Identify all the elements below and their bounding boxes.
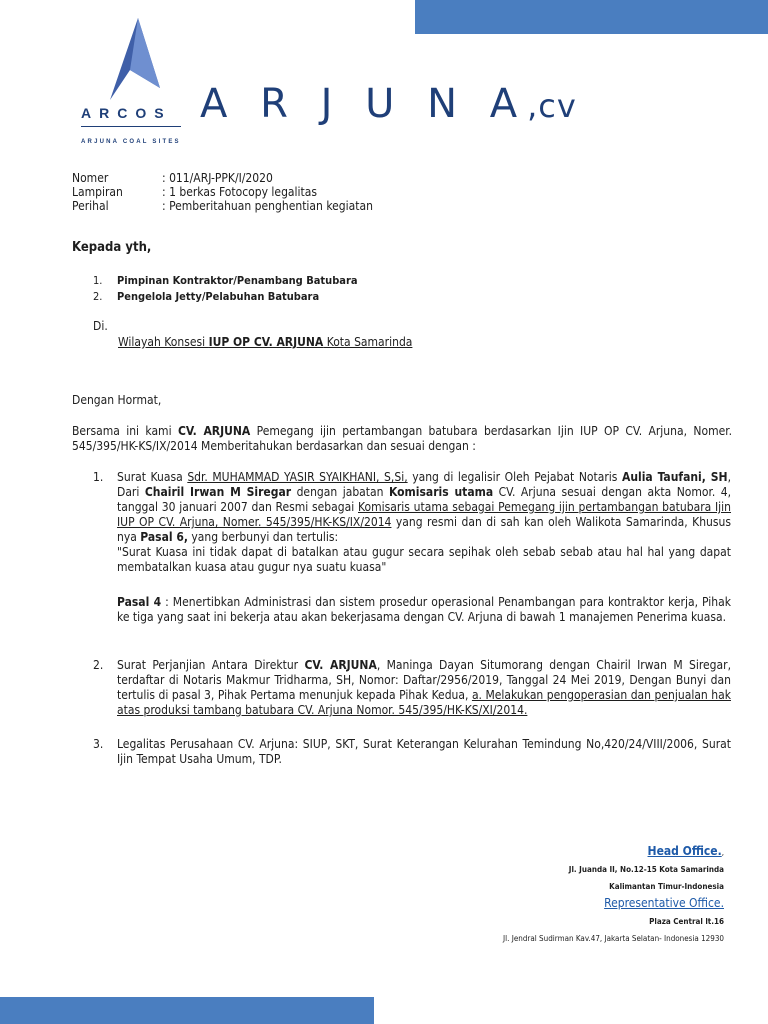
meta-row bbox=[72, 185, 373, 199]
addressee-title: Kepada yth, bbox=[72, 240, 152, 255]
head-office-link[interactable]: Head Office. bbox=[647, 844, 722, 858]
rep-office-heading bbox=[503, 895, 724, 913]
text-run: Surat Perjanjian Antara Direktur bbox=[117, 658, 305, 672]
pasal-4-paragraph bbox=[117, 595, 731, 625]
text-run: Aulia Taufani, SH bbox=[621, 470, 728, 484]
text-run: , Dari bbox=[117, 470, 732, 499]
list-item-body bbox=[117, 470, 731, 575]
text-run: dengan jabatan bbox=[291, 485, 389, 499]
quote-text: "Surat Kuasa ini tidak dapat di batalkan atau gugur secara sepihak oleh sebab sebab atau hal hal yang dapat membatalkan kuasa atau gugur nya suatu kuasa" bbox=[117, 545, 731, 574]
text-run: yang berbunyi dan tertulis: bbox=[187, 530, 339, 544]
head-office-heading bbox=[503, 843, 724, 861]
intro-text: Pemegang ijin pertambangan batubara berdasarkan Ijin IUP OP CV. Arjuna, Nomer. 545/395/HK-KS/IX/2014 Memberitahukan berdasarkan dan sesuai dengan : bbox=[72, 424, 732, 453]
rep-office-link[interactable]: Representative Office. bbox=[604, 896, 724, 910]
recipient-text: Pimpinan Kontraktor/Penambang Batubara bbox=[117, 274, 358, 287]
logo-tagline: ARJUNA COAL SITES bbox=[81, 139, 181, 145]
head-office-region: Kalimantan Timur-Indonesia bbox=[609, 882, 724, 891]
meta-value: : 1 berkas Fotocopy legalitas bbox=[162, 185, 318, 199]
head-office-address: Jl. Juanda II, No.12-15 Kota Samarinda bbox=[568, 865, 724, 874]
location-part: Kota Samarinda bbox=[323, 335, 413, 349]
recipient-item bbox=[93, 289, 358, 305]
location-line bbox=[118, 335, 412, 349]
intro-paragraph bbox=[72, 424, 732, 454]
head-office-comma: , bbox=[721, 848, 724, 857]
meta-key: Lampiran bbox=[72, 185, 123, 199]
company-name-main: A R J U N A bbox=[200, 81, 528, 127]
meta-value: : Pemberitahuan penghentian kegiatan bbox=[162, 199, 373, 213]
location-prefix: Di. bbox=[93, 319, 108, 333]
text-run: Komisaris utama bbox=[388, 485, 494, 499]
text-run: yang di legalisir Oleh Pejabat Notaris bbox=[407, 470, 622, 484]
salutation: Dengan Hormat, bbox=[72, 393, 162, 407]
text-run: CV. ARJUNA bbox=[304, 658, 377, 672]
meta-key: Perihal bbox=[72, 199, 109, 213]
text-run: a. Melakukan pengoperasian dan penjualan hak atas produksi tambang batubara CV. Arjuna Nomor. 545/395/HK-KS/XI/2014. bbox=[117, 688, 731, 717]
rep-office-address: Jl. Jendral Sudirman Kav.47, Jakarta Selatan- Indonesia 12930 bbox=[503, 934, 724, 943]
text-run: Sdr. MUHAMMAD YASIR SYAIKHANI, S,Si, bbox=[187, 470, 408, 484]
meta-value: : 011/ARJ-PPK/I/2020 bbox=[162, 171, 273, 185]
list-item-number: 1. bbox=[93, 470, 104, 484]
recipient-number: 1. bbox=[93, 274, 103, 287]
intro-company: CV. ARJUNA bbox=[177, 424, 251, 438]
footer-offices bbox=[503, 843, 724, 947]
rep-office-building: Plaza Central lt.16 bbox=[649, 917, 724, 926]
header-accent-bar bbox=[415, 0, 768, 34]
logo-underline bbox=[81, 126, 181, 127]
text-run: Komisaris utama sebagai Pemegang ijin pertambangan batubara Ijin IUP OP CV. Arjuna, Nomer. 545/395/HK-KS/IX/2014 bbox=[117, 500, 732, 529]
list-item-number: 3. bbox=[93, 737, 104, 751]
meta-key: Nomer bbox=[72, 171, 109, 185]
arcos-logo-icon bbox=[110, 18, 160, 100]
list-item-body bbox=[117, 658, 731, 718]
intro-text: Bersama ini kami bbox=[72, 424, 178, 438]
list-item-number: 2. bbox=[93, 658, 104, 672]
list-item bbox=[93, 470, 731, 575]
recipient-text: Pengelola Jetty/Pelabuhan Batubara bbox=[117, 290, 320, 303]
pasal-label: Pasal 4 bbox=[117, 595, 162, 609]
location-part: IUP OP CV. ARJUNA bbox=[208, 335, 324, 349]
logo-text: ARCOS bbox=[81, 105, 172, 121]
list-item bbox=[93, 737, 731, 767]
meta-row bbox=[72, 199, 373, 213]
text-run: yang resmi dan di sah kan oleh Walikota Samarinda, Khusus nya bbox=[117, 515, 731, 544]
recipient-item bbox=[93, 273, 358, 289]
company-name-suffix: ,cv bbox=[527, 87, 577, 125]
text-run: Surat Kuasa bbox=[117, 470, 188, 484]
letter-meta bbox=[72, 171, 373, 213]
text-run: , Maninga Dayan Situmorang dengan Chairil Irwan M Siregar, terdaftar di Notaris Makmur Tridharma, SH, Nomor: Daftar/2956/2019, Tanggal 24 Mei 2019, Dengan Bunyi dan tertulis di pasal 3, Pihak Pertama menunjuk kepada Pihak Kedua, bbox=[117, 658, 732, 702]
footer-accent-bar bbox=[0, 997, 374, 1024]
list-item bbox=[93, 658, 731, 718]
meta-row bbox=[72, 171, 373, 185]
location-part: Wilayah Konsesi bbox=[118, 335, 209, 349]
text-run: Chairil Irwan M Siregar bbox=[144, 485, 292, 499]
list-item-body: Legalitas Perusahaan CV. Arjuna: SIUP, SKT, Surat Keterangan Kelurahan Temindung No,420/24/VIII/2006, Surat Ijin Tempat Usaha Umum, TDP. bbox=[117, 737, 731, 766]
pasal-text: : Menertibkan Administrasi dan sistem prosedur operasional Penambangan para kontraktor kerja, Pihak ke tiga yang saat ini bekerja atau akan bekerjasama dengan CV. Arjuna di bawah 1 manajemen Penerima kuasa. bbox=[117, 595, 732, 624]
text-run: CV. Arjuna sesuai dengan akta Nomor. 4, tanggal 30 januari 2007 dan Resmi sebagai bbox=[117, 485, 732, 514]
recipient-list bbox=[93, 273, 358, 305]
company-name bbox=[200, 80, 577, 130]
text-run: Pasal 6, bbox=[140, 530, 188, 544]
recipient-number: 2. bbox=[93, 290, 103, 303]
